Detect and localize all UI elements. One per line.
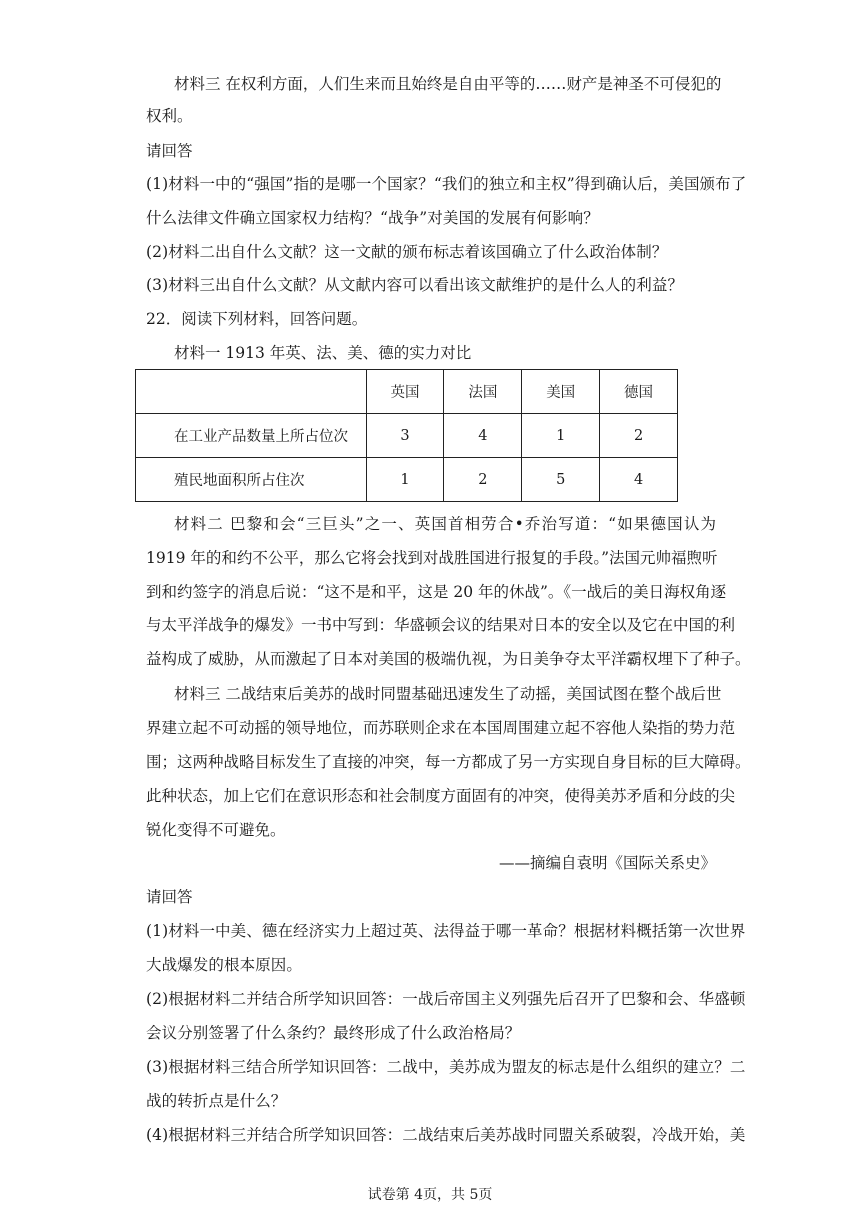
question-1-line-2: 什么法律文件确立国家权力结构？“战争”对美国的发展有何影响？ bbox=[146, 209, 599, 227]
material2-line-2: 1919 年的和约不公平，那么它将会找到对战胜国进行报复的手段。”法国元帅福煦听 bbox=[146, 549, 718, 567]
table-cell: 1 bbox=[522, 414, 600, 458]
table-row-label: 在工业产品数量上所占位次 bbox=[136, 414, 367, 458]
table-cell: 2 bbox=[444, 458, 522, 502]
material3-b-line-5: 锐化变得不可避免。 bbox=[146, 821, 286, 839]
question-3: (3)材料三出自什么文献？从文献内容可以看出该文献维护的是什么人的利益？ bbox=[146, 276, 684, 294]
table-cell: 3 bbox=[366, 414, 444, 458]
question-22-4-line-1: (4)根据材料三并结合所学知识回答：二战结束后美苏战时同盟关系破裂，冷战开始，美 bbox=[146, 1126, 746, 1144]
question-22-3-line-2: 战的转折点是什么？ bbox=[146, 1092, 287, 1110]
table-header-cell: 美国 bbox=[522, 370, 600, 414]
question-22-3-line-1: (3)根据材料三结合所学知识回答：二战中，美苏成为盟友的标志是什么组织的建立？二 bbox=[146, 1058, 746, 1076]
material3-line-2: 权利。 bbox=[146, 107, 193, 125]
table-cell: 4 bbox=[444, 414, 522, 458]
question-22-1-line-1: (1)材料一中美、德在经济实力上超过英、法得益于哪一革命？根据材料概括第一次世界 bbox=[146, 922, 746, 940]
material2-line-1: 材料二 巴黎和会“三巨头”之一、英国首相劳合•乔治写道：“如果德国认为 bbox=[174, 515, 716, 533]
material2-line-5: 益构成了威胁，从而激起了日本对美国的极端仇视，为日美争夺太平洋霸权埋下了种子。 bbox=[146, 650, 751, 668]
table-header-row bbox=[136, 370, 678, 414]
material3-b-line-2: 界建立起不可动摇的领导地位，而苏联则企求在本国周围建立起不容他人染指的势力范 bbox=[146, 719, 736, 737]
answer-prompt-2: 请回答 bbox=[146, 888, 193, 906]
material3-line-1: 材料三 在权利方面，人们生来而且始终是自由平等的……财产是神圣不可侵犯的 bbox=[174, 75, 722, 93]
table-cell: 5 bbox=[522, 458, 600, 502]
table-header-cell: 法国 bbox=[444, 370, 522, 414]
answer-prompt: 请回答 bbox=[146, 142, 193, 160]
material2-line-3: 到和约签字的消息后说：“这不是和平，这是 20 年的休战”。《一战后的美日海权角逐 bbox=[146, 583, 727, 601]
table-row bbox=[136, 458, 678, 502]
table-cell: 2 bbox=[600, 414, 678, 458]
source-citation: ——摘编自袁明《国际关系史》 bbox=[498, 854, 716, 872]
table-cell: 1 bbox=[366, 458, 444, 502]
question-1-line-1: (1)材料一中的“强国”指的是哪一个国家？“我们的独立和主权”得到确认后，美国颁布了 bbox=[146, 175, 747, 193]
table-header-cell: 德国 bbox=[600, 370, 678, 414]
question-2: (2)材料二出自什么文献？这一文献的颁布标志着该国确立了什么政治体制？ bbox=[146, 243, 668, 261]
question-22-1-line-2: 大战爆发的根本原因。 bbox=[146, 956, 303, 974]
table-row bbox=[136, 414, 678, 458]
table-header-cell bbox=[136, 370, 367, 414]
material3-b-line-3: 围；这两种战略目标发生了直接的冲突，每一方都成了另一方实现自身目标的巨大障碍。 bbox=[146, 753, 751, 771]
material2-line-4: 与太平洋战争的爆发》一书中写到：华盛顿会议的结果对日本的安全以及它在中国的利 bbox=[146, 616, 736, 634]
strength-comparison-table bbox=[135, 369, 678, 502]
table-row-label: 殖民地面积所占住次 bbox=[136, 458, 367, 502]
material3-b-line-4: 此种状态，加上它们在意识形态和社会制度方面固有的冲突，使得美苏矛盾和分歧的尖 bbox=[146, 787, 736, 805]
question-22-2-line-1: (2)根据材料二并结合所学知识回答：一战后帝国主义列强先后召开了巴黎和会、华盛顿 bbox=[146, 990, 746, 1008]
table-header-cell: 英国 bbox=[366, 370, 444, 414]
table-cell: 4 bbox=[600, 458, 678, 502]
question-22-2-line-2: 会议分别签署了什么条约？最终形成了什么政治格局？ bbox=[146, 1024, 521, 1042]
material3-b-line-1: 材料三 二战结束后美苏的战时同盟基础迅速发生了动摇，美国试图在整个战后世 bbox=[174, 685, 722, 703]
page-footer: 试卷第 4页，共 5页 bbox=[367, 1187, 493, 1203]
material1-caption: 材料一 1913 年英、法、美、德的实力对比 bbox=[174, 344, 472, 362]
question-22-heading: 22．阅读下列材料，回答问题。 bbox=[146, 310, 368, 328]
